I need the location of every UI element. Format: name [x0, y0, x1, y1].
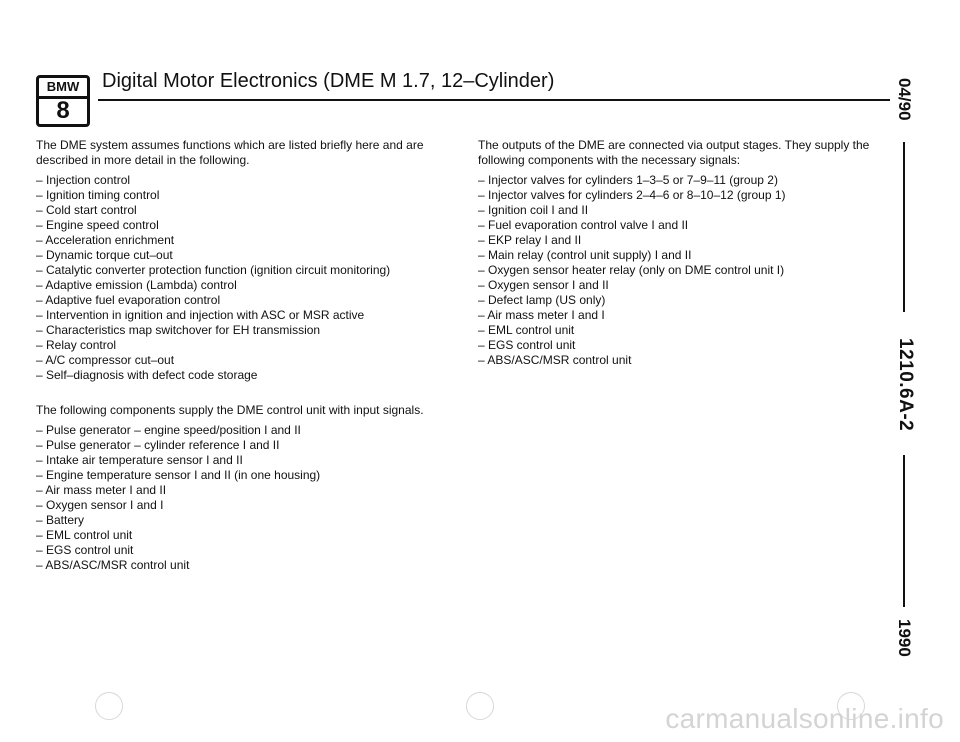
list-item: – Oxygen sensor heater relay (only on DME control unit I): [478, 263, 785, 277]
list-item: – Main relay (control unit supply) I and II: [478, 248, 692, 262]
bmw-logo-text: BMW: [39, 78, 87, 99]
list-item: – EGS control unit: [478, 338, 576, 352]
list-item: – Characteristics map switchover for EH transmission: [36, 323, 321, 337]
list-item: – Dynamic torque cut–out: [36, 248, 173, 262]
functions-intro: The DME system assumes functions which are listed briefly here and are described in more detail in the following.: [36, 138, 424, 167]
header-rule: [98, 99, 890, 101]
outputs-list: [478, 173, 888, 368]
list-item: – EML control unit: [478, 323, 575, 337]
punch-hole: [466, 692, 494, 720]
list-item: – Adaptive emission (Lambda) control: [36, 278, 237, 292]
list-item: – ABS/ASC/MSR control unit: [36, 558, 190, 572]
list-item: – ABS/ASC/MSR control unit: [478, 353, 632, 367]
list-item: – Oxygen sensor I and I: [36, 498, 164, 512]
list-item: – Engine temperature sensor I and II (in one housing): [36, 468, 321, 482]
list-item: – EKP relay I and II: [478, 233, 582, 247]
list-item: – A/C compressor cut–out: [36, 353, 175, 367]
list-item: – Battery: [36, 513, 85, 527]
bmw-logo: [36, 75, 90, 127]
list-item: – Air mass meter I and II: [36, 483, 167, 497]
side-document-code: 1210.6A-2: [895, 338, 916, 432]
inputs-intro: The following components supply the DME control unit with input signals.: [36, 403, 424, 417]
list-item: – Intake air temperature sensor I and II: [36, 453, 243, 467]
left-column: [36, 138, 446, 593]
list-item: – Air mass meter I and I: [478, 308, 605, 322]
list-item: – Injector valves for cylinders 1–3–5 or 7–9–11 (group 2): [478, 173, 778, 187]
list-item: – EGS control unit: [36, 543, 134, 557]
list-item: – Ignition coil I and II: [478, 203, 589, 217]
right-column: [478, 138, 888, 388]
inputs-list: [36, 423, 446, 573]
list-item: – Oxygen sensor I and II: [478, 278, 609, 292]
list-item: – Fuel evaporation control valve I and II: [478, 218, 689, 232]
list-item: – Engine speed control: [36, 218, 159, 232]
list-item: – Pulse generator – cylinder reference I and II: [36, 438, 280, 452]
list-item: – Acceleration enrichment: [36, 233, 175, 247]
punch-hole: [95, 692, 123, 720]
outputs-intro: The outputs of the DME are connected via output stages. They supply the following components with the necessary signals:: [478, 138, 870, 167]
series-number: 8: [56, 97, 70, 124]
list-item: – Pulse generator – engine speed/position I and II: [36, 423, 301, 437]
list-item: – Ignition timing control: [36, 188, 160, 202]
list-item: – Intervention in ignition and injection with ASC or MSR active: [36, 308, 365, 322]
list-item: – Catalytic converter protection function (ignition circuit monitoring): [36, 263, 391, 277]
list-item: – Defect lamp (US only): [478, 293, 606, 307]
list-item: – Adaptive fuel evaporation control: [36, 293, 221, 307]
page-title: Digital Motor Electronics (DME M 1.7, 12–Cylinder): [102, 70, 555, 92]
watermark: carmanualsonline.info: [665, 703, 944, 734]
side-date: 04/90: [895, 78, 914, 121]
list-item: – EML control unit: [36, 528, 133, 542]
list-item: – Injector valves for cylinders 2–4–6 or 8–10–12 (group 1): [478, 188, 786, 202]
list-item: – Cold start control: [36, 203, 137, 217]
list-item: – Injection control: [36, 173, 131, 187]
side-year: 1990: [895, 619, 914, 657]
side-divider: [903, 142, 905, 312]
list-item: – Self–diagnosis with defect code storage: [36, 368, 258, 382]
functions-list: [36, 173, 446, 383]
side-divider: [903, 455, 905, 607]
list-item: – Relay control: [36, 338, 117, 352]
